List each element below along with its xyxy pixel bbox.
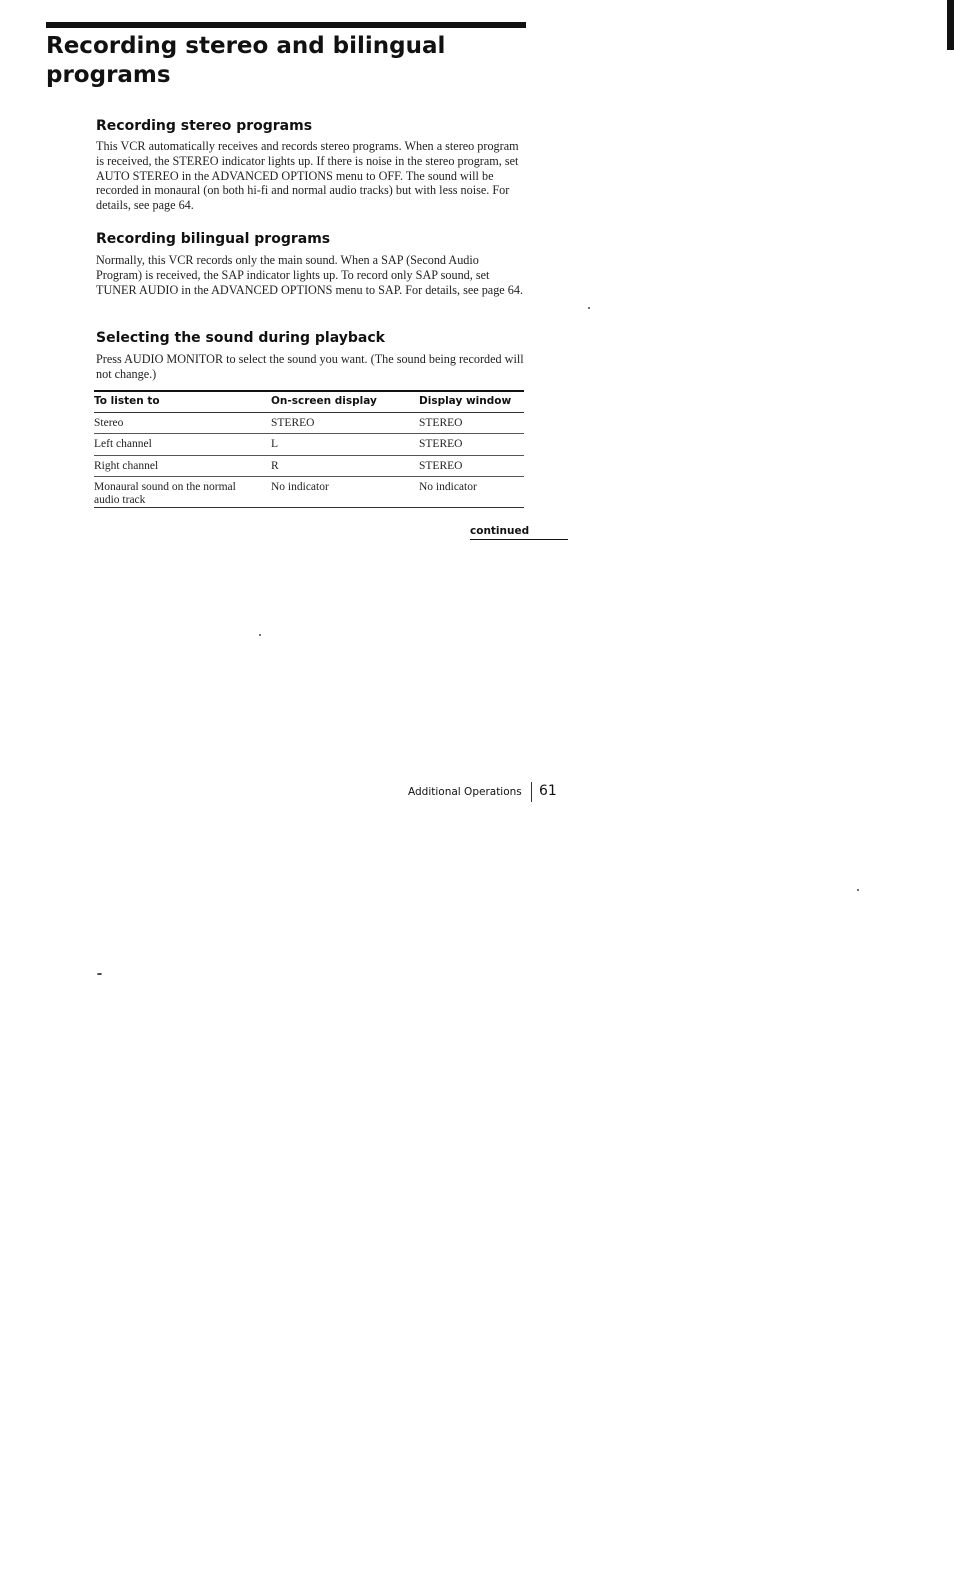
table-cell: STEREO <box>419 459 463 472</box>
scan-speck <box>97 973 102 975</box>
section-body-bilingual: Normally, this VCR records only the main sound. When a SAP (Second Audio Program) is received, the SAP indicator lights up. To record only SAP sound, set TUNER AUDIO in the ADVANCED OPTIONS menu to SAP. For details, see page 64. <box>96 253 523 297</box>
section-heading-playback: Selecting the sound during playback <box>96 330 385 346</box>
scan-speck <box>857 889 859 891</box>
audio-monitor-table <box>94 390 524 508</box>
table-row <box>94 456 524 478</box>
table-cell: STEREO <box>271 416 315 429</box>
table-row <box>94 413 524 435</box>
table-cell: R <box>271 459 279 472</box>
table-cell: STEREO <box>419 416 463 429</box>
section-body-playback: Press AUDIO MONITOR to select the sound you want. (The sound being recorded will not change.) <box>96 352 524 381</box>
footer-separator <box>531 782 532 802</box>
scan-speck <box>588 307 590 309</box>
table-cell: No indicator <box>419 481 477 493</box>
table-row <box>94 477 524 508</box>
table-cell: STEREO <box>419 438 463 450</box>
table-cell: L <box>271 438 279 450</box>
table-header-cell: On-screen display <box>271 394 377 407</box>
table-header-row <box>94 392 524 413</box>
table-header-cell: To listen to <box>94 394 160 407</box>
footer-section-name: Additional Operations <box>408 786 522 798</box>
section-heading-stereo: Recording stereo programs <box>96 118 313 134</box>
table-cell: Stereo <box>94 416 124 429</box>
edge-tab-mark <box>947 0 954 50</box>
continued-label <box>470 525 568 540</box>
continued-text: continued <box>470 525 530 537</box>
page-title: Recording stereo and bilingual programs <box>46 33 446 88</box>
page-number: 61 <box>539 783 557 799</box>
table-cell: Left channel <box>94 438 152 450</box>
table-cell: Monaural sound on the normal audio track <box>94 481 236 506</box>
scan-speck <box>259 634 261 636</box>
table-cell: No indicator <box>271 481 329 493</box>
table-cell: Right channel <box>94 459 159 472</box>
table-row <box>94 434 524 456</box>
table-header-cell: Display window <box>419 394 512 407</box>
section-body-stereo: This VCR automatically receives and records stereo programs. When a stereo program is received, the STEREO indicator lights up. If there is noise in the stereo program, set AUTO STEREO in the ADVANCED OPTIONS menu to OFF. The sound will be recorded in monaural (on both hi-fi and normal audio tracks) but with less noise. For details, see page 64. <box>96 139 519 213</box>
top-rule <box>46 22 526 28</box>
section-heading-bilingual: Recording bilingual programs <box>96 231 331 247</box>
